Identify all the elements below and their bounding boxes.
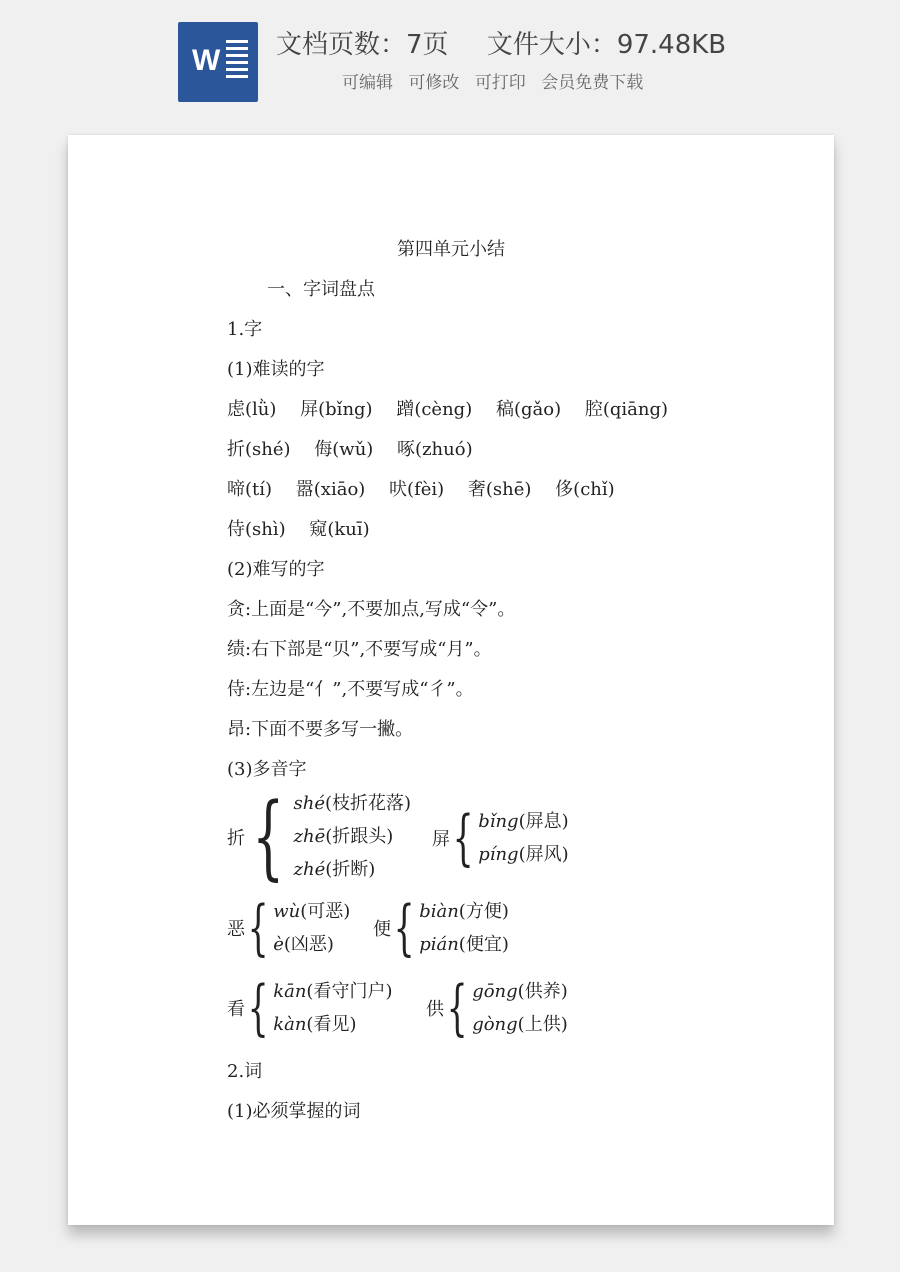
pinyin-item: 啼(tí) (227, 479, 273, 500)
pinyin: kàn (273, 1014, 307, 1035)
example-word: (枝折花落) (325, 793, 412, 814)
pinyin: zhé (293, 859, 326, 880)
page-title: 第四单元小结 (397, 239, 505, 260)
polyphone-char: 看 (227, 999, 245, 1020)
feature-member-download: 会员免费下载 (541, 73, 644, 93)
pinyin-item: 屏(bǐng) (300, 399, 373, 420)
example-word: (方便) (458, 901, 509, 922)
polyphone-group (227, 895, 350, 961)
example-word: (看守门户) (306, 981, 393, 1002)
example-word: (折跟头) (325, 826, 394, 847)
example-word: (上供) (517, 1014, 568, 1035)
must-words-heading: (1)必须掌握的词 (227, 1101, 361, 1122)
pinyin-item: 侮(wǔ) (314, 439, 374, 460)
brace-icon: { (252, 782, 285, 890)
word-document-icon: W (178, 22, 258, 102)
hard-write-note: 侍:左边是“亻”,不要写成“彳”。 (227, 679, 474, 700)
example-word: (折断) (325, 859, 376, 880)
polyphone-char: 恶 (227, 919, 245, 940)
polyphone-char: 供 (426, 999, 444, 1020)
polyphone-group (227, 975, 392, 1041)
feature-printable: 可打印 (474, 73, 526, 93)
pinyin: è (273, 934, 284, 955)
hard-read-row (227, 475, 615, 501)
hard-write-note: 绩:右下部是“贝”,不要写成“月”。 (227, 639, 492, 660)
pinyin: shé (293, 793, 326, 814)
polyphone-group (426, 975, 568, 1041)
hard-read-heading: (1)难读的字 (227, 359, 325, 380)
polyphone-heading: (3)多音字 (227, 759, 307, 780)
file-size: 文件大小：97.48KB (486, 30, 727, 60)
feature-list (342, 68, 643, 93)
document-header (0, 0, 900, 120)
brace-icon: { (247, 973, 269, 1043)
document-page (68, 135, 834, 1225)
polyphone-char: 折 (227, 827, 245, 849)
brace-icon: { (393, 893, 415, 963)
pinyin-item: 折(shé) (227, 439, 291, 460)
polyphone-group (432, 805, 569, 871)
pinyin: kān (273, 981, 307, 1002)
pinyin-item: 侍(shì) (227, 519, 286, 540)
polyphone-group (373, 895, 509, 961)
example-word: (看见) (306, 1014, 357, 1035)
pinyin-item: 啄(zhuó) (397, 439, 473, 460)
pinyin-item: 腔(qiāng) (584, 399, 669, 420)
pinyin-item: 侈(chǐ) (555, 479, 615, 500)
brace-icon: { (452, 803, 474, 873)
pinyin: gòng (472, 1014, 518, 1035)
example-word: (可恶) (300, 901, 351, 922)
polyphone-char: 便 (373, 919, 391, 940)
pinyin-item: 窥(kuī) (309, 519, 370, 540)
pinyin: biàn (419, 901, 459, 922)
pinyin: píng (478, 844, 519, 865)
pinyin: zhē (293, 826, 326, 847)
polyphone-char: 屏 (432, 829, 450, 850)
hard-read-row (227, 395, 668, 421)
example-word: (凶恶) (283, 934, 334, 955)
example-word: (便宜) (458, 934, 509, 955)
example-word: (屏息) (518, 811, 569, 832)
subsection-words: 2.词 (227, 1061, 263, 1082)
page-count: 文档页数：7页 (276, 30, 449, 60)
pinyin-item: 虑(lǜ) (227, 399, 277, 420)
document-info (276, 24, 726, 61)
hard-write-heading: (2)难写的字 (227, 559, 325, 580)
brace-icon: { (446, 973, 468, 1043)
pinyin-item: 奢(shē) (467, 479, 532, 500)
hard-write-note: 昂:下面不要多写一撇。 (227, 719, 414, 740)
example-word: (屏风) (518, 844, 569, 865)
section-heading: 一、字词盘点 (267, 279, 375, 300)
example-word: (供养) (517, 981, 568, 1002)
pinyin-item: 稿(gǎo) (495, 399, 562, 420)
hard-read-row (227, 435, 473, 461)
pinyin-item: 蹭(cèng) (396, 399, 473, 420)
hard-write-note: 贪:上面是“今”,不要加点,写成“令”。 (227, 599, 516, 620)
pinyin: pián (419, 934, 459, 955)
feature-modifiable: 可修改 (408, 73, 460, 93)
feature-editable: 可编辑 (342, 73, 393, 93)
hard-read-row (227, 515, 370, 541)
pinyin: bǐng (478, 811, 519, 832)
pinyin: wù (273, 901, 301, 922)
pinyin-item: 吠(fèi) (389, 479, 445, 500)
brace-icon: { (247, 893, 269, 963)
pinyin-item: 嚣(xiāo) (295, 479, 366, 500)
polyphone-group (227, 782, 412, 890)
subsection-chars: 1.字 (227, 319, 263, 340)
pinyin: gōng (472, 981, 518, 1002)
